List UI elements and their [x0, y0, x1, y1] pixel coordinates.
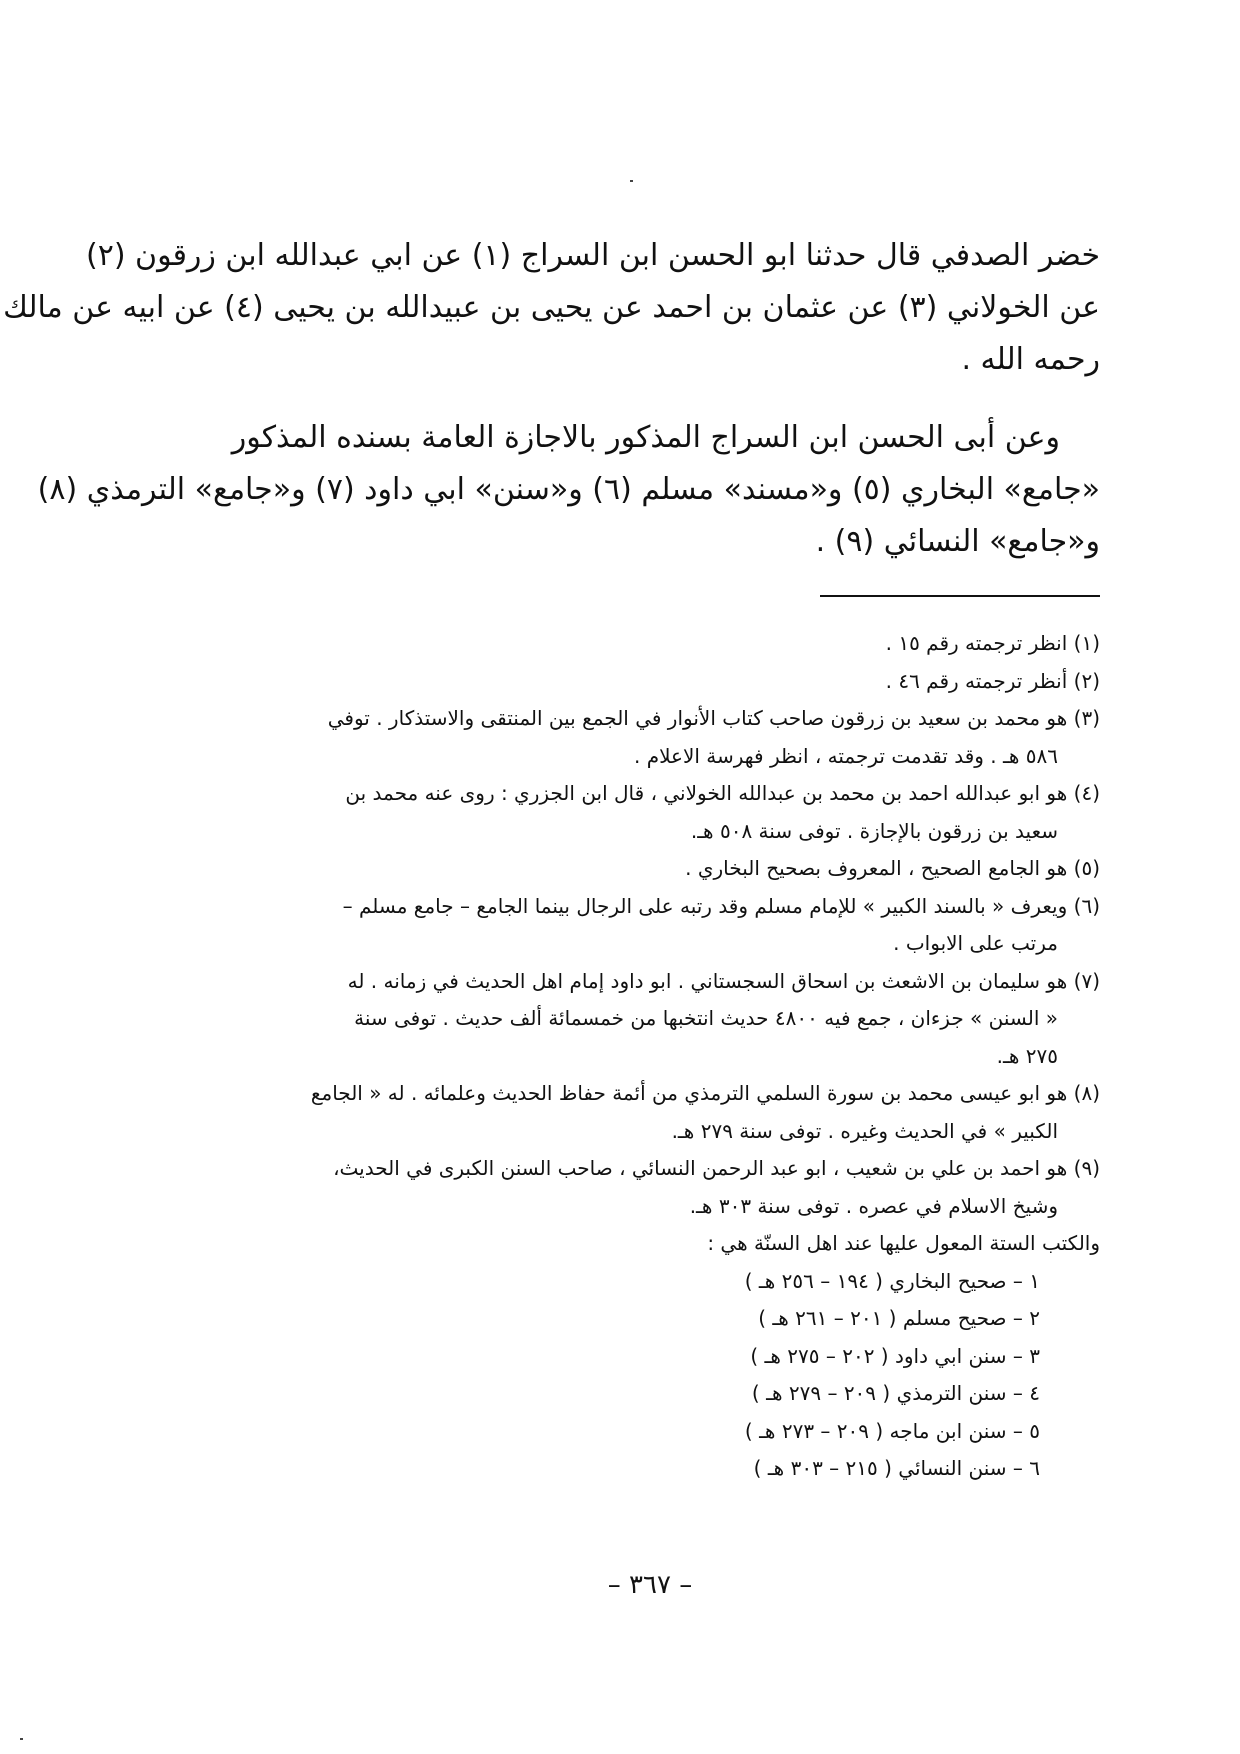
scan-speck	[630, 180, 633, 182]
footnote-line: (٢) أنظر ترجمته رقم ٤٦ .	[885, 668, 1100, 693]
book-list-item: ٦ – سنن النسائي ( ٢١٥ – ٣٠٣ هـ )	[753, 1456, 1040, 1480]
footnote-line: (١) انظر ترجمته رقم ١٥ .	[885, 631, 1100, 655]
main-line: رحمه الله .	[961, 342, 1100, 377]
book-list-item: ٤ – سنن الترمذي ( ٢٠٩ – ٢٧٩ هـ )	[751, 1381, 1040, 1405]
footnote-line: ٥٨٦ هـ . وقد تقدمت ترجمته ، انظر فهرسة الاعلام .	[634, 743, 1058, 768]
footnote-line: وشيخ الاسلام في عصره . توفى سنة ٣٠٣ هـ.	[689, 1193, 1058, 1218]
footnote-line: (٧) هو سليمان بن الاشعث بن اسحاق السجستاني . ابو داود إمام اهل الحديث في زمانه . له	[347, 968, 1100, 993]
footnote-line: ٢٧٥ هـ.	[996, 1043, 1058, 1068]
main-line: خضر الصدفي قال حدثنا ابو الحسن ابن السراج (١) عن ابي عبدالله ابن زرقون (٢)	[85, 238, 1100, 273]
footnote-line: (٤) هو ابو عبدالله احمد بن محمد بن عبدالله الخولاني ، قال ابن الجزري : روى عنه محمد بن	[345, 781, 1100, 805]
book-list-item: ٣ – سنن ابي داود ( ٢٠٢ – ٢٧٥ هـ )	[750, 1343, 1040, 1368]
footnote-line: (٣) هو محمد بن سعيد بن زرقون صاحب كتاب الأنوار في الجمع بين المنتقى والاستذكار . توفي	[327, 706, 1100, 730]
footnote-separator	[820, 595, 1100, 597]
scan-speck	[20, 1738, 23, 1740]
main-line: «جامع» البخاري (٥) و«مسند» مسلم (٦) و«سنن» ابي داود (٧) و«جامع» الترمذي (٨)	[37, 472, 1100, 507]
footnote-line: « السنن » جزءان ، جمع فيه ٤٨٠٠ حديث انتخبها من خمسمائة ألف حديث . توفى سنة	[354, 1006, 1058, 1030]
main-line: وعن أبى الحسن ابن السراج المذكور بالاجازة العامة بسنده المذكور	[231, 420, 1060, 455]
footnote-line: (٥) هو الجامع الصحيح ، المعروف بصحيح البخاري .	[685, 856, 1100, 880]
footnote-line: (٨) هو ابو عيسى محمد بن سورة السلمي الترمذي من أئمة حفاظ الحديث وعلمائه . له « الجامع	[310, 1081, 1100, 1105]
page-number: – ٣٦٧ –	[607, 1570, 693, 1600]
footnote-line: مرتب على الابواب .	[893, 931, 1058, 955]
books-intro: والكتب الستة المعول عليها عند اهل السنّة هي :	[707, 1231, 1100, 1255]
footnote-line: (٦) ويعرف « بالسند الكبير » للإمام مسلم وقد رتبه على الرجال بينما الجامع – جامع مسلم –	[342, 893, 1100, 918]
book-list-item: ٢ – صحيح مسلم ( ٢٠١ – ٢٦١ هـ )	[758, 1306, 1040, 1330]
footnote-line: سعيد بن زرقون بالإجازة . توفى سنة ٥٠٨ هـ.	[690, 818, 1058, 843]
main-line: عن الخولاني (٣) عن عثمان بن احمد عن يحيى بن عبيدالله بن يحيى (٤) عن ابيه عن مالك	[3, 290, 1100, 325]
footnote-line: الكبير » في الحديث وغيره . توفى سنة ٢٧٩ هـ.	[671, 1118, 1058, 1143]
footnotes	[230, 625, 1100, 1488]
book-list-item: ١ – صحيح البخاري ( ١٩٤ – ٢٥٦ هـ )	[744, 1268, 1040, 1293]
main-line: و«جامع» النسائي (٩) .	[815, 524, 1100, 559]
book-list-item: ٥ – سنن ابن ماجه ( ٢٠٩ – ٢٧٣ هـ )	[744, 1418, 1040, 1443]
footnote-line: (٩) هو احمد بن علي بن شعيب ، ابو عبد الرحمن النسائي ، صاحب السنن الكبرى في الحديث،	[333, 1156, 1100, 1180]
main-text	[3, 230, 1100, 568]
